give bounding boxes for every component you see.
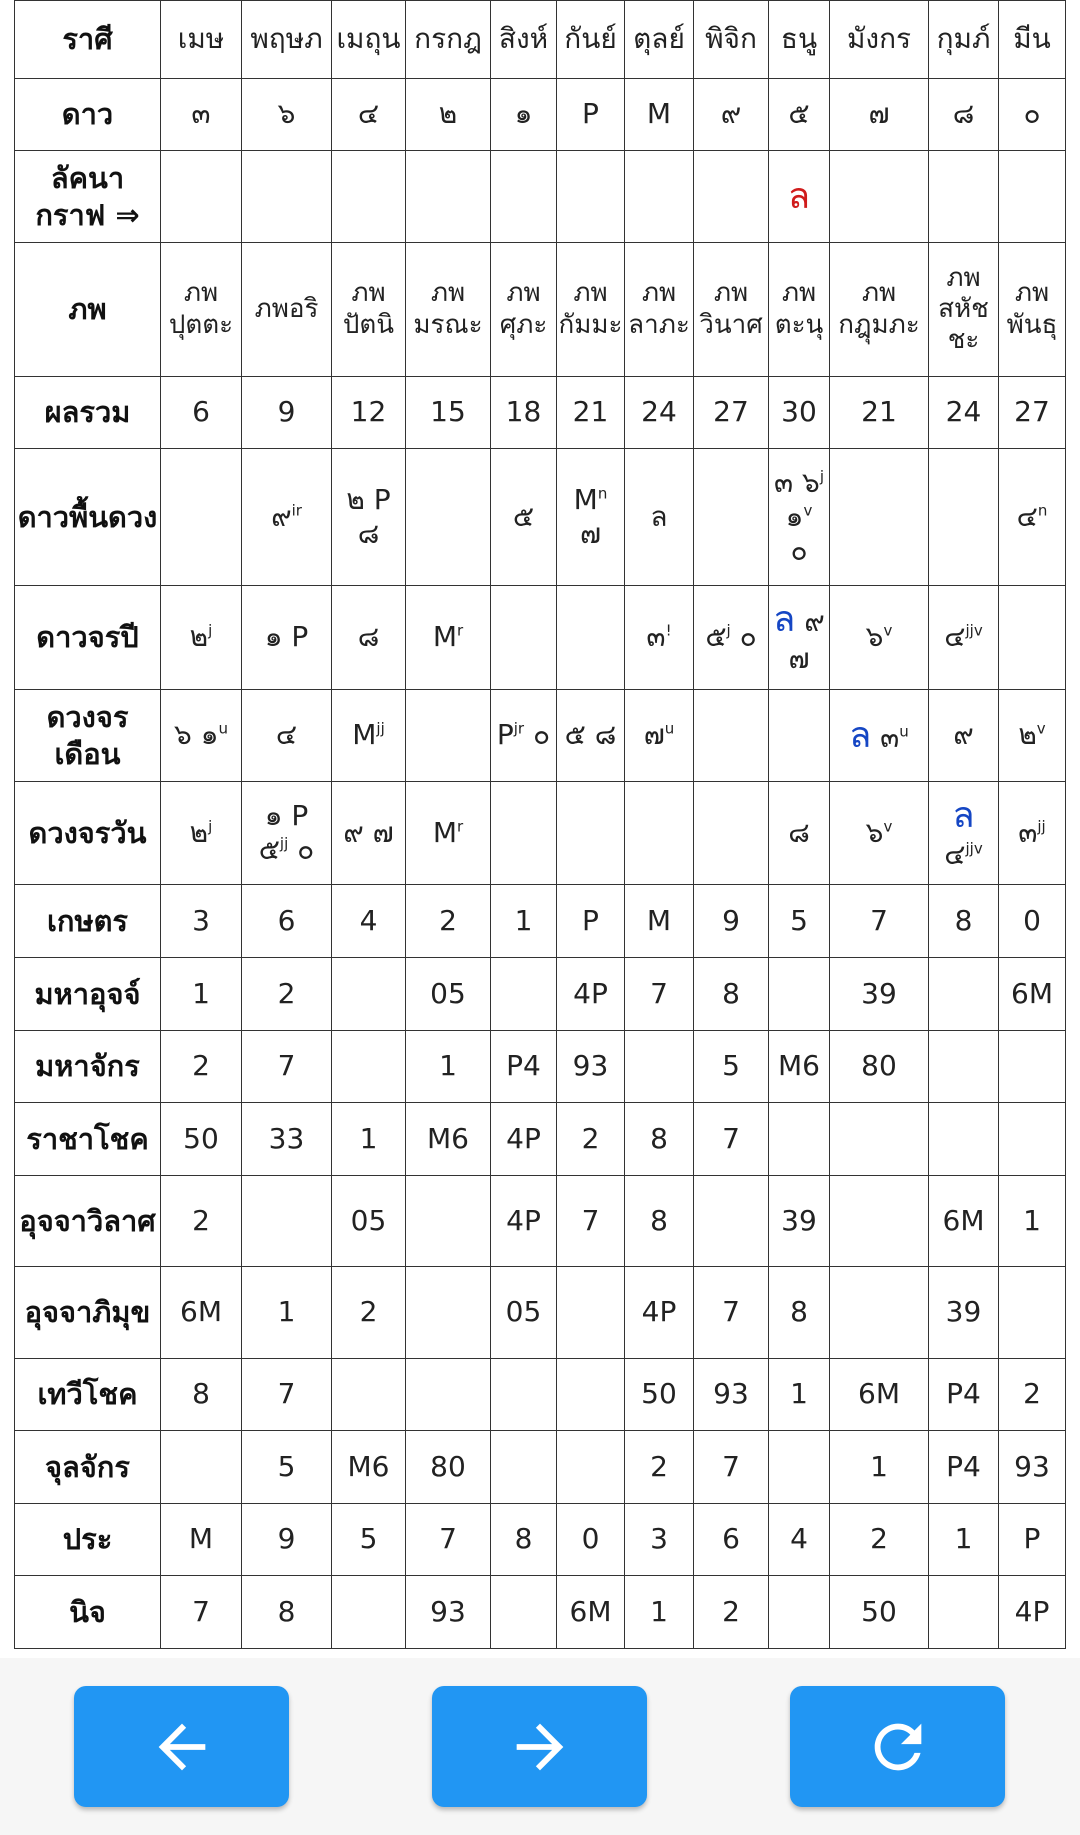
natal-cell bbox=[406, 449, 491, 586]
mahaut-cell: 2 bbox=[242, 958, 332, 1031]
natal-cell bbox=[830, 449, 929, 586]
kaset-cell: 6 bbox=[242, 885, 332, 958]
planet-cell: ๖ bbox=[242, 79, 332, 151]
row-header-kaset: เกษตร bbox=[15, 885, 161, 958]
row-planet bbox=[15, 79, 1066, 151]
planet-cell: ๗ bbox=[830, 79, 929, 151]
house-cell: ภพปุตตะ bbox=[161, 243, 242, 377]
yearly-cell bbox=[491, 586, 557, 690]
row-tewi bbox=[15, 1359, 1066, 1431]
mahaut-cell: 8 bbox=[694, 958, 769, 1031]
row-pra bbox=[15, 1504, 1066, 1576]
daily-cell: ๖$^v$ bbox=[830, 782, 929, 885]
mahaut-cell: 4P bbox=[557, 958, 625, 1031]
utcha-phimuk-cell: 6M bbox=[161, 1267, 242, 1359]
daily-cell bbox=[694, 782, 769, 885]
monthly-cell: $P^{jr}$ ๐ bbox=[491, 690, 557, 782]
yearly-cell: $M^r$ bbox=[406, 586, 491, 690]
natal-cell: ๙$^{ir}$ bbox=[242, 449, 332, 586]
row-mahaut bbox=[15, 958, 1066, 1031]
row-header-nij: นิจ bbox=[15, 1576, 161, 1649]
house-cell: ภพอริ bbox=[242, 243, 332, 377]
nij-cell: 4P bbox=[999, 1576, 1066, 1649]
mahajak-cell bbox=[625, 1031, 694, 1103]
utcha-vilas-cell: 05 bbox=[332, 1176, 406, 1267]
pra-cell: 2 bbox=[830, 1504, 929, 1576]
row-nij bbox=[15, 1576, 1066, 1649]
daily-cell: ๑ P ๕$^{jj}$ ๐ bbox=[242, 782, 332, 885]
monthly-cell: ๔ bbox=[242, 690, 332, 782]
house-cell: ภพวินาศ bbox=[694, 243, 769, 377]
pra-cell: 5 bbox=[332, 1504, 406, 1576]
nij-cell: 6M bbox=[557, 1576, 625, 1649]
total-cell: 6 bbox=[161, 377, 242, 449]
zodiac-cell: มีน bbox=[999, 1, 1066, 79]
nij-cell: 8 bbox=[242, 1576, 332, 1649]
mahaut-cell: 7 bbox=[625, 958, 694, 1031]
nij-cell bbox=[491, 1576, 557, 1649]
mahajak-cell: 7 bbox=[242, 1031, 332, 1103]
racha-cell bbox=[769, 1103, 830, 1176]
mahaut-cell: 6M bbox=[999, 958, 1066, 1031]
monthly-cell: $M^{jj}$ bbox=[332, 690, 406, 782]
astrology-chart-table bbox=[14, 0, 1066, 1649]
tewi-cell: 7 bbox=[242, 1359, 332, 1431]
yearly-cell: ๓! bbox=[625, 586, 694, 690]
utcha-phimuk-cell: 05 bbox=[491, 1267, 557, 1359]
total-cell: 15 bbox=[406, 377, 491, 449]
total-cell: 21 bbox=[557, 377, 625, 449]
total-cell: 27 bbox=[999, 377, 1066, 449]
racha-cell bbox=[830, 1103, 929, 1176]
zodiac-cell: สิงห์ bbox=[491, 1, 557, 79]
row-natal bbox=[15, 449, 1066, 586]
house-cell: ภพพันธุ bbox=[999, 243, 1066, 377]
lagna-marker: ล bbox=[787, 175, 811, 217]
planet-cell: ๘ bbox=[929, 79, 999, 151]
total-cell: 27 bbox=[694, 377, 769, 449]
chulajak-cell: 93 bbox=[999, 1431, 1066, 1504]
utcha-phimuk-cell bbox=[557, 1267, 625, 1359]
row-zodiac bbox=[15, 1, 1066, 79]
kaset-cell: 4 bbox=[332, 885, 406, 958]
pra-cell: 0 bbox=[557, 1504, 625, 1576]
row-header-lagna: ลัคนา กราฟ ⇒ bbox=[15, 151, 161, 243]
daily-cell: ๘ bbox=[769, 782, 830, 885]
row-utcha-phimuk bbox=[15, 1267, 1066, 1359]
row-daily bbox=[15, 782, 1066, 885]
row-monthly bbox=[15, 690, 1066, 782]
row-lagna bbox=[15, 151, 1066, 243]
planet-cell: ๕ bbox=[769, 79, 830, 151]
row-header-mahaut: มหาอุจจ์ bbox=[15, 958, 161, 1031]
daily-cell bbox=[625, 782, 694, 885]
house-cell: ภพกัมมะ bbox=[557, 243, 625, 377]
total-cell: 24 bbox=[625, 377, 694, 449]
row-header-zodiac: ราศี bbox=[15, 1, 161, 79]
row-header-yearly: ดาวจรปี bbox=[15, 586, 161, 690]
utcha-phimuk-cell: 2 bbox=[332, 1267, 406, 1359]
refresh-icon bbox=[863, 1712, 933, 1782]
zodiac-cell: กุมภ์ bbox=[929, 1, 999, 79]
kaset-cell: 1 bbox=[491, 885, 557, 958]
tewi-cell bbox=[491, 1359, 557, 1431]
nij-cell bbox=[929, 1576, 999, 1649]
yearly-cell bbox=[999, 586, 1066, 690]
chulajak-cell bbox=[491, 1431, 557, 1504]
total-cell: 9 bbox=[242, 377, 332, 449]
lagna-cell bbox=[929, 151, 999, 243]
yearly-cell: ๑ P bbox=[242, 586, 332, 690]
lagna-cell bbox=[830, 151, 929, 243]
house-cell: ภพปัตนิ bbox=[332, 243, 406, 377]
tewi-cell bbox=[557, 1359, 625, 1431]
pra-cell: 6 bbox=[694, 1504, 769, 1576]
chulajak-cell: 2 bbox=[625, 1431, 694, 1504]
nij-cell: 50 bbox=[830, 1576, 929, 1649]
racha-cell: 4P bbox=[491, 1103, 557, 1176]
utcha-phimuk-cell: 8 bbox=[769, 1267, 830, 1359]
zodiac-cell: พฤษภ bbox=[242, 1, 332, 79]
planet-cell: P bbox=[557, 79, 625, 151]
house-cell: ภพตะนุ bbox=[769, 243, 830, 377]
utcha-vilas-cell bbox=[242, 1176, 332, 1267]
daily-cell: ๙ ๗ bbox=[332, 782, 406, 885]
kaset-cell: 2 bbox=[406, 885, 491, 958]
row-header-tewi: เทวีโชค bbox=[15, 1359, 161, 1431]
total-cell: 24 bbox=[929, 377, 999, 449]
yearly-cell bbox=[557, 586, 625, 690]
forward-button[interactable] bbox=[432, 1686, 647, 1807]
lagna-cell bbox=[406, 151, 491, 243]
mahaut-cell: 05 bbox=[406, 958, 491, 1031]
pra-cell: 4 bbox=[769, 1504, 830, 1576]
racha-cell bbox=[929, 1103, 999, 1176]
yearly-cell: ล ๙ ๗ bbox=[769, 586, 830, 690]
yearly-cell: ๕$^j$ ๐ bbox=[694, 586, 769, 690]
mahajak-cell bbox=[929, 1031, 999, 1103]
chulajak-cell bbox=[161, 1431, 242, 1504]
nij-cell: 2 bbox=[694, 1576, 769, 1649]
racha-cell: 33 bbox=[242, 1103, 332, 1176]
row-header-planet: ดาว bbox=[15, 79, 161, 151]
natal-cell: ๒ P ๘ bbox=[332, 449, 406, 586]
row-total bbox=[15, 377, 1066, 449]
racha-cell: 50 bbox=[161, 1103, 242, 1176]
row-header-pra: ประ bbox=[15, 1504, 161, 1576]
chulajak-cell bbox=[557, 1431, 625, 1504]
natal-cell bbox=[929, 449, 999, 586]
utcha-phimuk-cell: 39 bbox=[929, 1267, 999, 1359]
natal-cell: $M^n$ ๗ bbox=[557, 449, 625, 586]
pra-cell: 1 bbox=[929, 1504, 999, 1576]
natal-cell: ๔$^n$ bbox=[999, 449, 1066, 586]
planet-cell: ๐ bbox=[999, 79, 1066, 151]
tewi-cell: 50 bbox=[625, 1359, 694, 1431]
mahaut-cell bbox=[769, 958, 830, 1031]
racha-cell: 8 bbox=[625, 1103, 694, 1176]
house-cell: ภพกฎุมภะ bbox=[830, 243, 929, 377]
kaset-cell: 9 bbox=[694, 885, 769, 958]
refresh-button[interactable] bbox=[790, 1686, 1005, 1807]
yearly-cell: ๘ bbox=[332, 586, 406, 690]
daily-cell: ๒$^j$ bbox=[161, 782, 242, 885]
kaset-cell: 3 bbox=[161, 885, 242, 958]
mahaut-cell bbox=[491, 958, 557, 1031]
utcha-vilas-cell bbox=[830, 1176, 929, 1267]
mahaut-cell: 1 bbox=[161, 958, 242, 1031]
chulajak-cell: 7 bbox=[694, 1431, 769, 1504]
row-yearly bbox=[15, 586, 1066, 690]
row-header-racha: ราชาโชค bbox=[15, 1103, 161, 1176]
nij-cell bbox=[332, 1576, 406, 1649]
chulajak-cell: M6 bbox=[332, 1431, 406, 1504]
row-header-house: ภพ bbox=[15, 243, 161, 377]
arrow-left-icon bbox=[147, 1712, 217, 1782]
monthly-cell bbox=[769, 690, 830, 782]
arrow-right-icon bbox=[505, 1712, 575, 1782]
daily-cell: ๓$^{jj}$ bbox=[999, 782, 1066, 885]
planet-cell: ๙ bbox=[694, 79, 769, 151]
total-cell: 21 bbox=[830, 377, 929, 449]
lagna-cell bbox=[557, 151, 625, 243]
utcha-phimuk-cell bbox=[406, 1267, 491, 1359]
total-cell: 12 bbox=[332, 377, 406, 449]
mahajak-cell bbox=[999, 1031, 1066, 1103]
tewi-cell bbox=[406, 1359, 491, 1431]
kaset-cell: 0 bbox=[999, 885, 1066, 958]
racha-cell bbox=[999, 1103, 1066, 1176]
house-cell: ภพสหัชชะ bbox=[929, 243, 999, 377]
mahaut-cell bbox=[929, 958, 999, 1031]
row-kaset bbox=[15, 885, 1066, 958]
kaset-cell: P bbox=[557, 885, 625, 958]
natal-cell bbox=[694, 449, 769, 586]
mahaut-cell bbox=[332, 958, 406, 1031]
row-header-total: ผลรวม bbox=[15, 377, 161, 449]
pra-cell: 9 bbox=[242, 1504, 332, 1576]
utcha-vilas-cell: 1 bbox=[999, 1176, 1066, 1267]
utcha-vilas-cell: 2 bbox=[161, 1176, 242, 1267]
lagna-cell bbox=[625, 151, 694, 243]
mahajak-cell: 2 bbox=[161, 1031, 242, 1103]
utcha-vilas-cell: 39 bbox=[769, 1176, 830, 1267]
row-header-mahajak: มหาจักร bbox=[15, 1031, 161, 1103]
mahajak-cell: 1 bbox=[406, 1031, 491, 1103]
monthly-cell bbox=[406, 690, 491, 782]
nij-cell: 1 bbox=[625, 1576, 694, 1649]
tewi-cell: 93 bbox=[694, 1359, 769, 1431]
utcha-phimuk-cell: 1 bbox=[242, 1267, 332, 1359]
tewi-cell: P4 bbox=[929, 1359, 999, 1431]
nij-cell: 93 bbox=[406, 1576, 491, 1649]
natal-cell: ล bbox=[625, 449, 694, 586]
mahajak-cell bbox=[332, 1031, 406, 1103]
natal-cell bbox=[161, 449, 242, 586]
tewi-cell bbox=[332, 1359, 406, 1431]
row-header-chulajak: จุลจักร bbox=[15, 1431, 161, 1504]
planet-cell: ๓ bbox=[161, 79, 242, 151]
utcha-phimuk-cell: 7 bbox=[694, 1267, 769, 1359]
tewi-cell: 1 bbox=[769, 1359, 830, 1431]
zodiac-cell: ธนู bbox=[769, 1, 830, 79]
row-racha bbox=[15, 1103, 1066, 1176]
pra-cell: P bbox=[999, 1504, 1066, 1576]
utcha-phimuk-cell bbox=[999, 1267, 1066, 1359]
zodiac-cell: กรกฎ bbox=[406, 1, 491, 79]
lagna-cell bbox=[161, 151, 242, 243]
racha-cell: 7 bbox=[694, 1103, 769, 1176]
row-header-monthly: ดวงจรเดือน bbox=[15, 690, 161, 782]
monthly-cell: ๖ ๑$^u$ bbox=[161, 690, 242, 782]
chulajak-cell bbox=[769, 1431, 830, 1504]
house-cell: ภพศุภะ bbox=[491, 243, 557, 377]
monthly-cell: ๗$^u$ bbox=[625, 690, 694, 782]
row-chulajak bbox=[15, 1431, 1066, 1504]
racha-cell: 2 bbox=[557, 1103, 625, 1176]
kaset-cell: M bbox=[625, 885, 694, 958]
pra-cell: 3 bbox=[625, 1504, 694, 1576]
row-header-daily: ดวงจรวัน bbox=[15, 782, 161, 885]
monthly-cell bbox=[694, 690, 769, 782]
monthly-cell: ๙ bbox=[929, 690, 999, 782]
kaset-cell: 7 bbox=[830, 885, 929, 958]
mahajak-cell: 5 bbox=[694, 1031, 769, 1103]
pra-cell: M bbox=[161, 1504, 242, 1576]
mahajak-cell: 80 bbox=[830, 1031, 929, 1103]
lagna-cell bbox=[769, 151, 830, 243]
daily-cell bbox=[491, 782, 557, 885]
pra-cell: 7 bbox=[406, 1504, 491, 1576]
planet-cell: ๑ bbox=[491, 79, 557, 151]
planet-cell: M bbox=[625, 79, 694, 151]
planet-cell: ๔ bbox=[332, 79, 406, 151]
house-cell: ภพลาภะ bbox=[625, 243, 694, 377]
lagna-cell bbox=[242, 151, 332, 243]
tewi-cell: 8 bbox=[161, 1359, 242, 1431]
racha-cell: 1 bbox=[332, 1103, 406, 1176]
chulajak-cell: 80 bbox=[406, 1431, 491, 1504]
zodiac-cell: กันย์ bbox=[557, 1, 625, 79]
lagna-cell bbox=[694, 151, 769, 243]
yearly-cell: ๖$^v$ bbox=[830, 586, 929, 690]
monthly-cell: ล ๓$^u$ bbox=[830, 690, 929, 782]
zodiac-cell: มังกร bbox=[830, 1, 929, 79]
chulajak-cell: 5 bbox=[242, 1431, 332, 1504]
tewi-cell: 6M bbox=[830, 1359, 929, 1431]
lagna-cell bbox=[332, 151, 406, 243]
kaset-cell: 8 bbox=[929, 885, 999, 958]
utcha-vilas-cell bbox=[406, 1176, 491, 1267]
total-cell: 30 bbox=[769, 377, 830, 449]
zodiac-cell: เมษ bbox=[161, 1, 242, 79]
zodiac-cell: พิจิก bbox=[694, 1, 769, 79]
nij-cell bbox=[769, 1576, 830, 1649]
house-cell: ภพมรณะ bbox=[406, 243, 491, 377]
daily-cell bbox=[557, 782, 625, 885]
lagna-cell bbox=[491, 151, 557, 243]
chulajak-cell: P4 bbox=[929, 1431, 999, 1504]
kaset-cell: 5 bbox=[769, 885, 830, 958]
planet-cell: ๒ bbox=[406, 79, 491, 151]
lagna-cell bbox=[999, 151, 1066, 243]
utcha-vilas-cell bbox=[694, 1176, 769, 1267]
natal-cell: ๓ ๖$^j$ ๑$^v$ ๐ bbox=[769, 449, 830, 586]
total-cell: 18 bbox=[491, 377, 557, 449]
utcha-vilas-cell: 4P bbox=[491, 1176, 557, 1267]
zodiac-cell: เมถุน bbox=[332, 1, 406, 79]
mahajak-cell: 93 bbox=[557, 1031, 625, 1103]
back-button[interactable] bbox=[74, 1686, 289, 1807]
utcha-vilas-cell: 6M bbox=[929, 1176, 999, 1267]
monthly-cell: ๕ ๘ bbox=[557, 690, 625, 782]
utcha-phimuk-cell: 4P bbox=[625, 1267, 694, 1359]
yearly-cell: ๔$^{jjv}$ bbox=[929, 586, 999, 690]
natal-cell: ๕ bbox=[491, 449, 557, 586]
utcha-vilas-cell: 7 bbox=[557, 1176, 625, 1267]
row-header-natal: ดาวพื้นดวง bbox=[15, 449, 161, 586]
daily-cell: $M^r$ bbox=[406, 782, 491, 885]
utcha-vilas-cell: 8 bbox=[625, 1176, 694, 1267]
row-house bbox=[15, 243, 1066, 377]
racha-cell: M6 bbox=[406, 1103, 491, 1176]
tewi-cell: 2 bbox=[999, 1359, 1066, 1431]
row-mahajak bbox=[15, 1031, 1066, 1103]
pra-cell: 8 bbox=[491, 1504, 557, 1576]
mahajak-cell: M6 bbox=[769, 1031, 830, 1103]
row-header-utcha-phimuk: อุจจาภิมุข bbox=[15, 1267, 161, 1359]
nij-cell: 7 bbox=[161, 1576, 242, 1649]
mahajak-cell: P4 bbox=[491, 1031, 557, 1103]
chulajak-cell: 1 bbox=[830, 1431, 929, 1504]
daily-cell: ล ๔$^{jjv}$ bbox=[929, 782, 999, 885]
utcha-phimuk-cell bbox=[830, 1267, 929, 1359]
yearly-cell: ๒$^j$ bbox=[161, 586, 242, 690]
zodiac-cell: ตุลย์ bbox=[625, 1, 694, 79]
mahaut-cell: 39 bbox=[830, 958, 929, 1031]
row-utcha-vilas bbox=[15, 1176, 1066, 1267]
row-header-utcha-vilas: อุจจาวิลาศ bbox=[15, 1176, 161, 1267]
monthly-cell: ๒$^v$ bbox=[999, 690, 1066, 782]
